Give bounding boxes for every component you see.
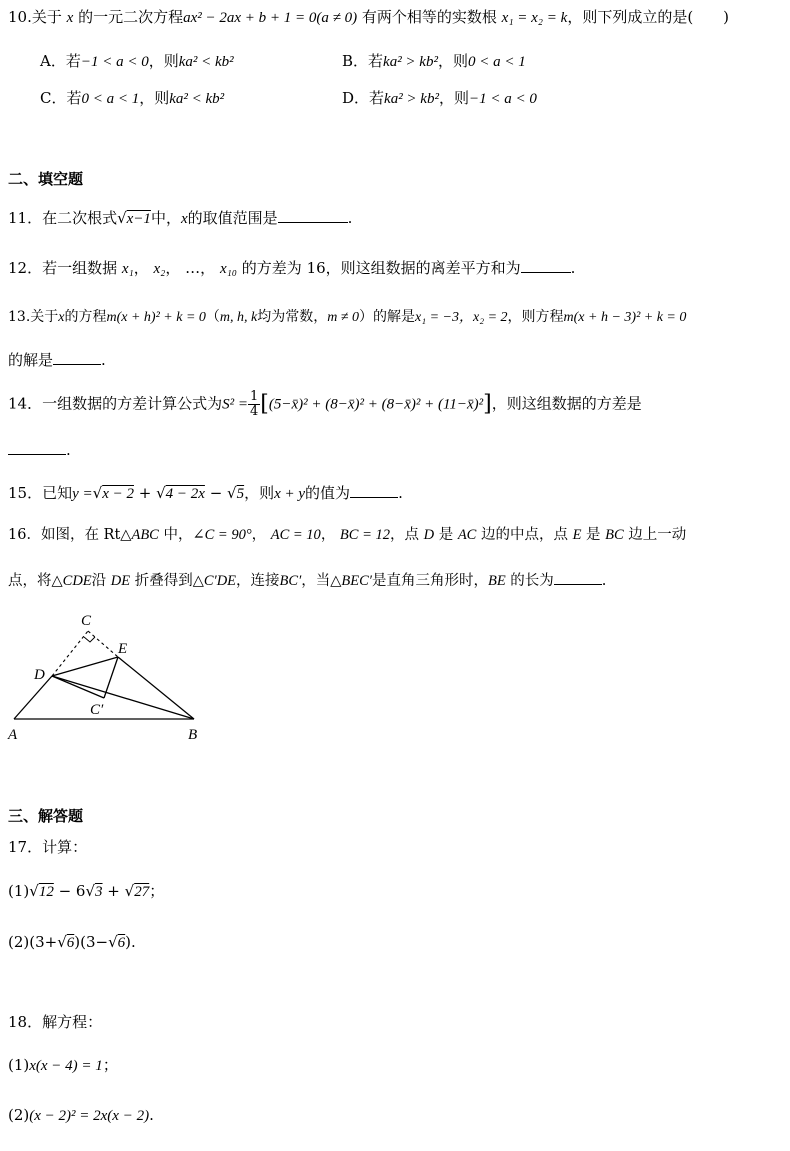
segment-ce-dashed (88, 631, 118, 657)
question-13-line1: 13.关于x的方程m(x + h)² + k = 0（m, h, k均为常数，m ≠ 0）的解是x₁ = −3，x₂ = 2，则方程m(x + h − 3)² + k = 0 (8, 309, 687, 325)
answer-blank[interactable] (278, 206, 348, 223)
question-13-line2: 的解是 . (8, 348, 106, 371)
option-a[interactable]: A．若−1 < a < 0，则ka² < kb² (40, 52, 234, 70)
segment-dc-prime (52, 676, 104, 698)
answer-blank[interactable] (53, 348, 101, 365)
question-11: 11．在二次根式√x−1中，x的取值范围是 . (8, 206, 352, 230)
label-c-prime: C′ (90, 702, 104, 718)
answer-blank[interactable] (521, 256, 571, 273)
question-16-line2: 点，将△CDE沿 DE 折叠得到△C′DE，连接BC′，当△BEC′是直角三角形时，BE 的长为 . (8, 568, 606, 592)
question-17-part1: (1)√12 − 6√3 + √27； (8, 882, 165, 900)
segment-eb (118, 657, 194, 719)
question-10-stem: 10.关于 x 的一元二次方程ax² − 2ax + b + 1 = 0(a ≠ 0) 有两个相等的实数根 x₁ = x₂ = k，则下列成立的是( ) (8, 8, 730, 26)
section-heading-fill-in: 二、填空题 (8, 170, 84, 188)
label-a: A (8, 727, 18, 743)
option-d[interactable]: D．若ka² > kb²，则−1 < a < 0 (342, 89, 537, 107)
answer-blank[interactable] (554, 568, 602, 585)
option-b[interactable]: B．若ka² > kb²，则0 < a < 1 (342, 52, 526, 70)
segment-dc-dashed (52, 631, 88, 676)
answer-blank[interactable] (350, 481, 398, 498)
question-18-title: 18．解方程： (8, 1013, 103, 1031)
label-e: E (118, 641, 128, 657)
option-c[interactable]: C．若0 < a < 1，则ka² < kb² (40, 89, 225, 107)
question-17-title: 17．计算： (8, 838, 88, 856)
answer-blank[interactable] (8, 438, 66, 455)
question-16-line1: 16．如图，在 Rt△ABC 中，∠C = 90°， AC = 10， BC = 12，点 D 是 AC 边的中点，点 E 是 BC 边上一动 (8, 527, 687, 543)
label-d: D (34, 667, 45, 683)
geometry-figure (0, 608, 220, 748)
segment-de (52, 657, 118, 676)
segment-ad (14, 676, 52, 719)
label-c: C (81, 613, 92, 629)
question-15: 15．已知y =√x − 2 + √4 − 2x − √5，则x + y的值为 . (8, 481, 403, 505)
q10-roots: x₁ = x₂ = k (501, 10, 568, 26)
question-18-part1: (1)x(x − 4) = 1； (8, 1056, 118, 1074)
segment-db (52, 676, 194, 719)
question-18-part2: (2)(x − 2)² = 2x(x − 2). (8, 1106, 154, 1124)
q10-equation: ax² − 2ax + b + 1 = 0(a ≠ 0) (183, 10, 358, 26)
question-17-part2: (2)(3+√6)(3−√6). (8, 933, 136, 951)
label-b: B (188, 727, 198, 743)
right-angle-mark (84, 637, 95, 642)
question-12: 12．若一组数据 x₁， x₂， …， x₁₀ 的方差为 16，则这组数据的离差平方和为 . (8, 256, 575, 280)
question-14-line2: . (8, 438, 71, 461)
question-14: 14．一组数据的方差计算公式为S² = $\frac{1}{4}$ [(5−x̄)² + (8−x̄)² + (8−x̄)² + (11−x̄)²]，则这组数据的方差是 (8, 389, 642, 419)
section-heading-solve: 三、解答题 (8, 807, 84, 825)
fraction: $\frac{1}{4}$ (249, 389, 259, 419)
